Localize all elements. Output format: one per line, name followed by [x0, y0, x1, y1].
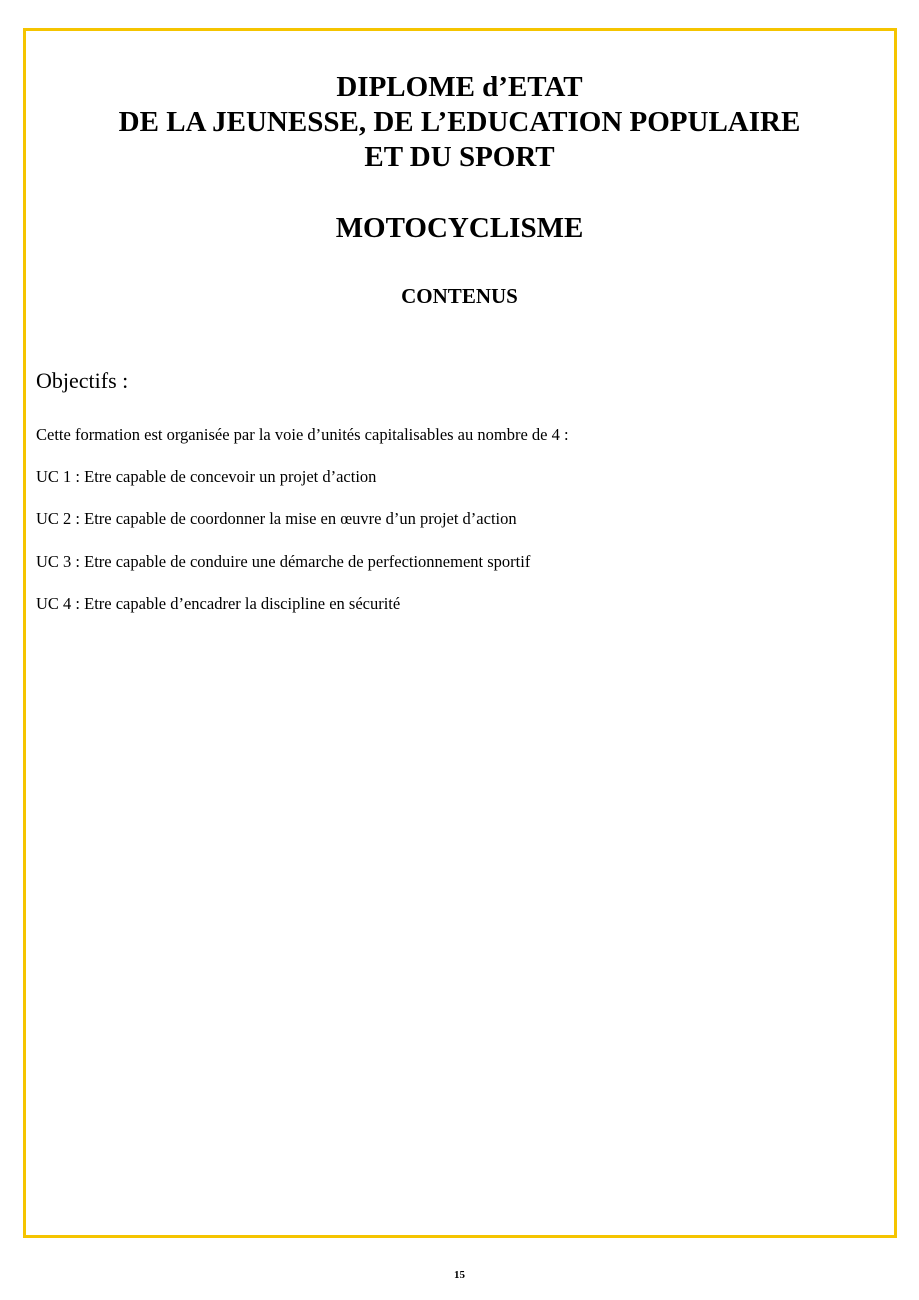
objectifs-heading: Objectifs :	[36, 368, 129, 393]
document-title	[0, 70, 919, 175]
unit-item-uc4: UC 4 : Etre capable d’encadrer la discipline en sécurité	[36, 594, 401, 613]
page-number: 15	[454, 1269, 465, 1281]
unit-item-uc1: UC 1 : Etre capable de concevoir un projet d’action	[36, 467, 377, 486]
unit-item-uc2: UC 2 : Etre capable de coordonner la mise en œuvre d’un projet d’action	[36, 509, 517, 528]
title-line-2: DE LA JEUNESSE, DE L’EDUCATION POPULAIRE	[118, 106, 801, 138]
title-line-3: ET DU SPORT	[364, 141, 555, 173]
section-heading: CONTENUS	[401, 284, 518, 308]
intro-paragraph: Cette formation est organisée par la voie d’unités capitalisables au nombre de 4 :	[36, 425, 569, 444]
title-line-1: DIPLOME d’ETAT	[336, 71, 583, 103]
subject-heading: MOTOCYCLISME	[335, 212, 584, 244]
unit-item-uc3: UC 3 : Etre capable de conduire une démarche de perfectionnement sportif	[36, 552, 531, 571]
page-frame	[23, 28, 897, 1238]
